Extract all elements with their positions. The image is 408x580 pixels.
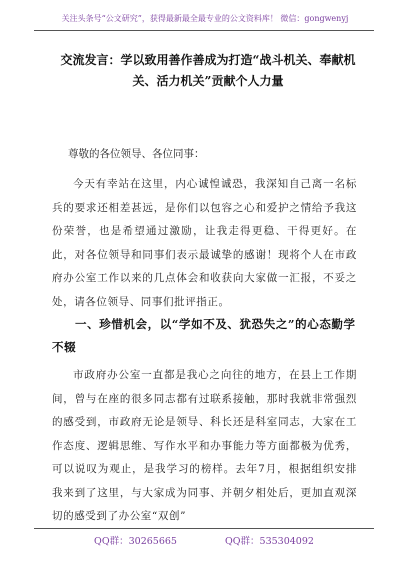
body-paragraph: 市政府办公室一直都是我心之向往的地方，在县上工作期间，曾与在座的很多同志都有过联系接触，那时我就非常强烈的感受到，市政府无论是领导、科长还是科室同志，大家在工作态度、逻辑思维、写作水平和办事能力等方面都极为优秀，可以说叹为观止，是我学习的榜样。去年7月，根据组织安排我来到了这里，与大家成为同事、并朝夕相处后，更加直观深切的感受到了办公室“双创” [52, 369, 357, 522]
footer [34, 533, 374, 549]
footer-qq-group: QQ群：30265665 [94, 536, 177, 547]
footer-divider [34, 528, 374, 529]
body-paragraph: 今天有幸站在这里，内心诚惶诚恐，我深知自己离一名标兵的要求还相差甚远，是你们以包容之心和爱护之情给予我这份荣誉，也是希望通过激励，让我走得更稳、干得更好。在此，对各位领导和同事们表示最诚挚的感谢！现将个人在市政府办公室工作以来的几点体会和收获向大家做一汇报，不妥之处，请各位领导、同事们批评指正。 [52, 178, 357, 308]
document-title: 交流发言：学以致用善作善成为打造“战斗机关、奉献机关、活力机关”贡献个人力量 [60, 53, 356, 88]
section-heading: 一、珍惜机会，以“学如不及、犹恐失之”的心态勤学不辍 [52, 317, 356, 354]
header-divider [34, 30, 374, 31]
header-banner: 关注头条号“公文研究”，获得最新最全最专业的公文资料库！ 微信：gongwenyj [61, 14, 349, 23]
footer-qq-group: QQ群：535304092 [224, 536, 314, 547]
salutation: 尊敬的各位领导、各位同事： [68, 148, 205, 160]
